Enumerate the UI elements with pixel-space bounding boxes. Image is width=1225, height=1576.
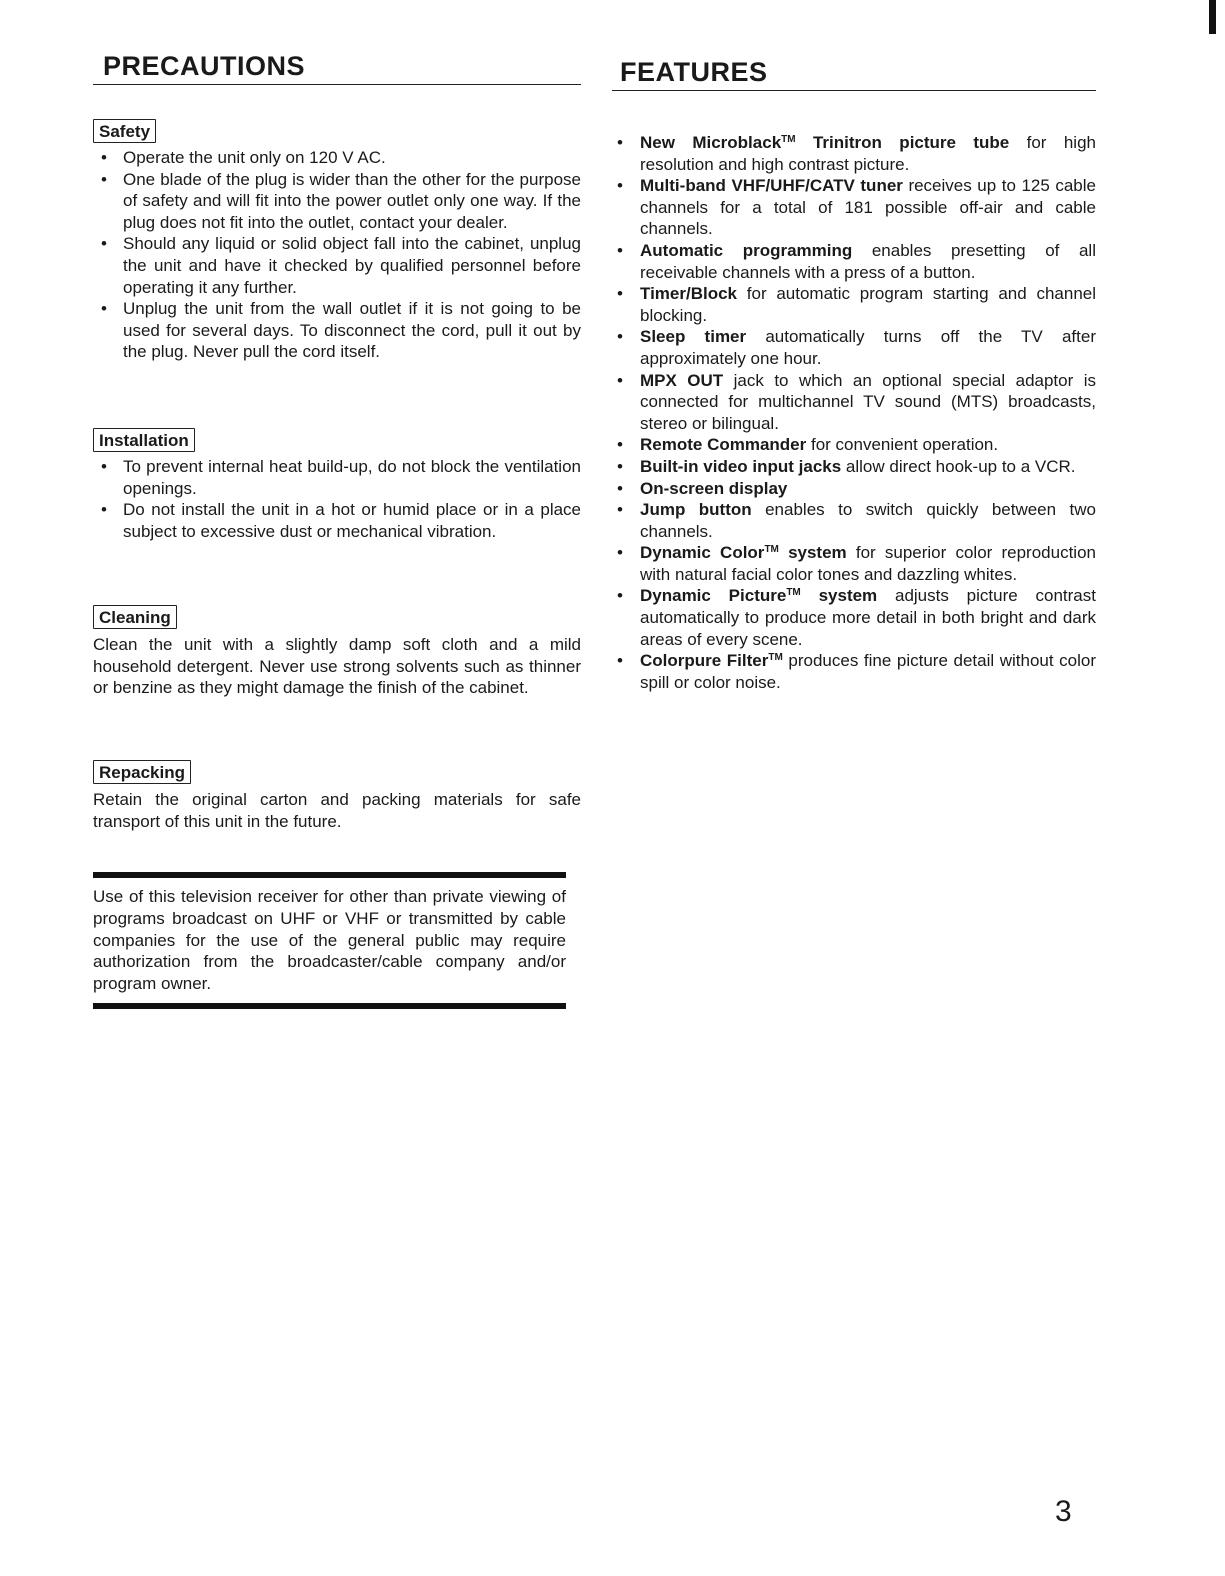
feature-name: Timer/Block — [640, 284, 738, 304]
feature-name: Dynamic Picture — [640, 586, 787, 606]
feature-description: receives up to 125 cable channels for a total of 181 possible off-air and cable channels. — [640, 176, 1096, 239]
features-section — [612, 128, 1096, 693]
trademark-mark: TM — [781, 134, 796, 145]
safety-list — [93, 147, 581, 363]
list-item: • Should any liquid or solid object fall into the cabinet, unplug the unit and have it checked by qualified personnel before operating it any further. — [93, 233, 581, 298]
feature-name: New Microblack — [640, 133, 782, 152]
safety-section — [93, 119, 581, 363]
feature-name: On-screen display — [640, 478, 788, 498]
notice-text: Use of this television receiver for other than private viewing of programs broadcast on UHF or VHF or transmitted by cable companies for the use of the general public may require authorization from the broadcaster/cable company and/or program owner. — [93, 887, 566, 994]
feature-description: for superior color reproduction with natural facial color tones and dazzling whites. — [640, 543, 1096, 584]
feature-description: jack to which an optional special adaptor is connected for multichannel TV sound (MTS) broadcasts, stereo or bilingual. — [640, 370, 1097, 433]
feature-description: allow direct hook-up to a VCR. — [841, 456, 1076, 476]
page-number: 3 — [1055, 1495, 1072, 1528]
feature-name: Automatic programming — [640, 240, 853, 260]
feature-item — [612, 542, 1096, 585]
cleaning-section — [93, 605, 581, 699]
feature-item — [612, 478, 1096, 500]
feature-description: produces fine picture detail without color spill or color noise. — [640, 651, 1097, 692]
feature-item — [612, 132, 1096, 175]
feature-name: Dynamic Color — [640, 543, 765, 563]
feature-name-continued: system — [800, 586, 878, 606]
precautions-heading: PRECAUTIONS — [93, 50, 581, 85]
feature-name: Multi-band VHF/UHF/CATV tuner — [640, 176, 903, 196]
trademark-mark: TM — [768, 652, 783, 664]
feature-item — [612, 456, 1096, 478]
features-list — [612, 132, 1096, 693]
feature-item — [612, 175, 1096, 240]
list-item: • Operate the unit only on 120 V AC. — [93, 147, 581, 169]
cleaning-text: Clean the unit with a slightly damp soft cloth and a mild household detergent. Never use strong solvents such as thinner or benzine as they might damage the finish of the cabinet. — [93, 635, 581, 698]
trademark-mark: TM — [786, 587, 801, 599]
feature-name: Built-in video input jacks — [640, 456, 842, 476]
feature-name: Sleep timer — [640, 327, 747, 347]
feature-item — [612, 585, 1096, 650]
feature-description: enables presetting of all receivable channels with a press of a button. — [640, 240, 1096, 282]
feature-name-continued: Trinitron picture tube — [795, 133, 1010, 152]
feature-item — [612, 326, 1096, 369]
feature-item — [612, 434, 1096, 456]
feature-name: Jump button — [640, 500, 752, 520]
repacking-text: Retain the original carton and packing materials for safe transport of this unit in the future. — [93, 790, 581, 831]
list-item: • Unplug the unit from the wall outlet if it is not going to be used for several days. To disconnect the cord, pull it out by the plug. Never pull the cord itself. — [93, 298, 581, 363]
safety-label: Safety — [93, 119, 156, 143]
edge-mark — [1209, 0, 1216, 34]
installation-label: Installation — [93, 428, 195, 452]
feature-item — [612, 499, 1096, 542]
feature-description: adjusts picture contrast automatically to produce more detail in both bright and dark areas of every scene. — [640, 586, 1096, 649]
feature-name-continued: system — [778, 543, 847, 563]
feature-item — [612, 650, 1096, 693]
authorization-notice — [93, 872, 566, 1009]
feature-description: automatically turns off the TV after approximately one hour. — [640, 327, 1096, 368]
list-item: • One blade of the plug is wider than the other for the purpose of safety and will fit into the power outlet only one way. If the plug does not fit into the outlet, contact your dealer. — [93, 169, 581, 234]
feature-description: for convenient operation. — [806, 435, 999, 455]
feature-name: MPX OUT — [640, 370, 724, 390]
feature-item — [612, 240, 1096, 283]
feature-description: for high resolution and high contrast picture. — [640, 133, 1096, 174]
installation-list — [93, 456, 581, 542]
list-item: • Do not install the unit in a hot or humid place or in a place subject to excessive dust or mechanical vibration. — [93, 499, 581, 542]
feature-name: Colorpure Filter — [640, 651, 769, 671]
features-heading: FEATURES — [612, 56, 1096, 91]
repacking-section — [93, 760, 581, 832]
list-item: • To prevent internal heat build-up, do not block the ventilation openings. — [93, 456, 581, 499]
trademark-mark: TM — [764, 544, 779, 556]
repacking-label: Repacking — [93, 760, 191, 784]
feature-item — [612, 283, 1096, 326]
feature-description: for automatic program starting and channel blocking. — [640, 284, 1096, 325]
cleaning-label: Cleaning — [93, 605, 177, 629]
feature-description: enables to switch quickly between two channels. — [640, 500, 1096, 541]
feature-name: Remote Commander — [640, 435, 807, 455]
installation-section — [93, 428, 581, 542]
feature-item — [612, 370, 1096, 435]
